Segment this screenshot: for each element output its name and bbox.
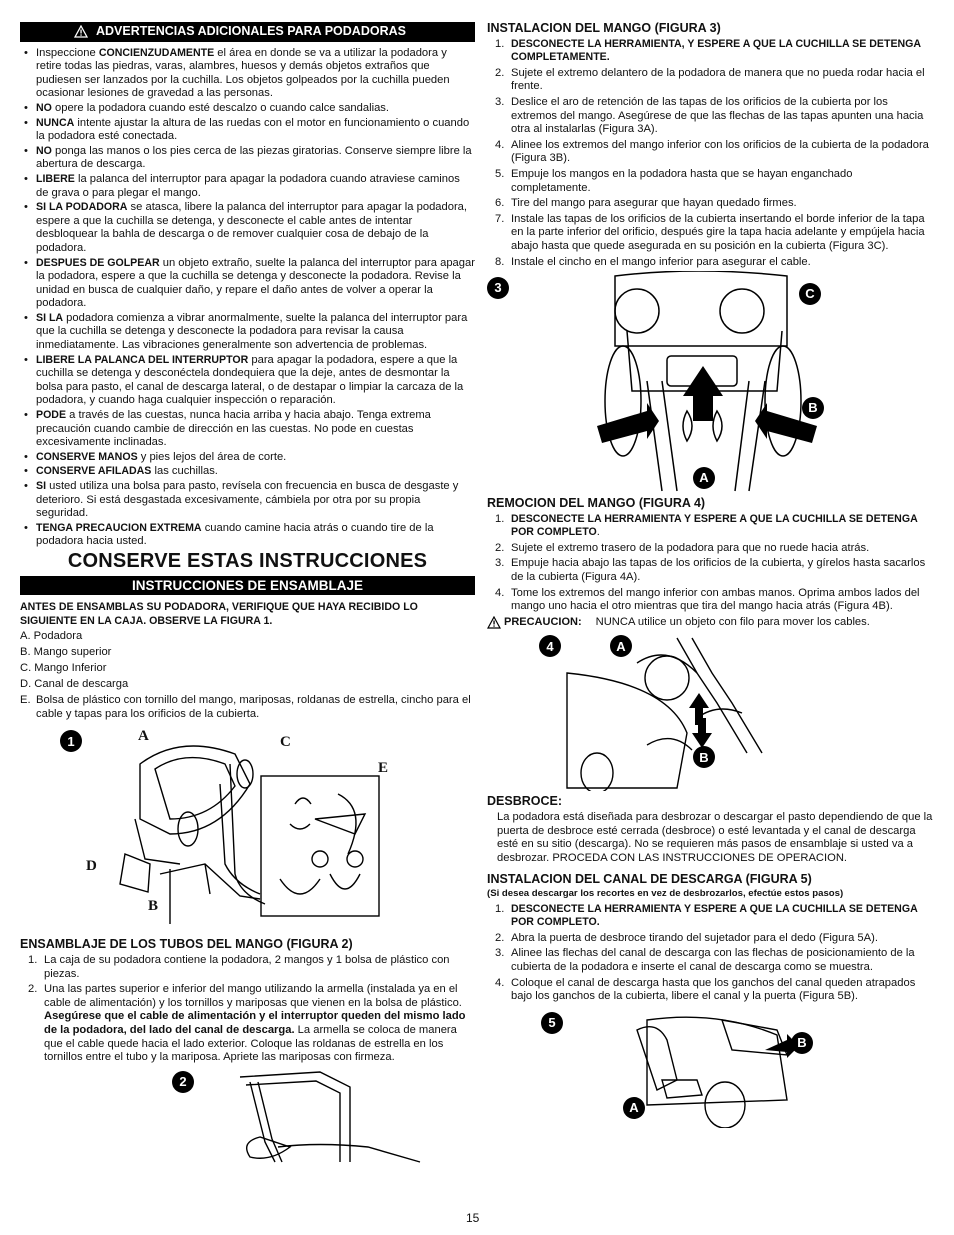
figure-3-illustration (487, 271, 935, 493)
install-steps-item: 7. Instale las tapas de los orificios de la cubierta insertando el borde inferior de la tapa en la parte inferior del orificio, después gire la tapa hacia adelante y empújela hacia abajo hasta que quede asegurada en su posición en la cubierta (Figura 3C). (495, 212, 925, 252)
figure-3 (487, 271, 935, 493)
chute-steps-item: 4. Coloque el canal de descarga hasta que los ganchos del canal queden atrapados bajo los ganchos de la cubierta, libere el canal y la puerta (Figura 5B). (495, 976, 916, 1003)
figure-2-illustration (20, 1067, 475, 1167)
warning-triangle-icon (487, 616, 501, 629)
caution-label: PRECAUCION: (504, 615, 582, 628)
figure-1-label-d: D (86, 858, 97, 875)
figure-5-label-b: B (791, 1032, 813, 1054)
part-item: B. Mango superior (20, 646, 112, 659)
part-item: D. Canal de descarga (20, 678, 129, 691)
install-steps-item: 3. Deslice el aro de retención de las tapas de los orificios de la cubierta por los extremos del mango. Asegúrese de que las flechas de las tapas apunten una hacia otra al instalarlas (Figura 3A). (495, 95, 924, 136)
warning-item: • SI LA PODADORA se atasca, libere la palanca del interruptor para apagar la podadora, espere a que la cuchilla se detenga, y desconecte el cable antes de intentar desbloquear la bahla de descarga o de remover cualquier cosa de debajo de la podadora. (20, 201, 475, 255)
figure-4-label-a: A (610, 635, 632, 657)
chute-steps-item: 3. Alinee las flechas del canal de descarga con las flechas de posicionamiento de la cubierta de la podadora e inserte el canal de descarga como se muestra. (495, 947, 915, 973)
figure-1-label-c: C (280, 734, 291, 751)
caution-row (487, 616, 935, 630)
tubes-step-2: 2. Una las partes superior e inferior del mango utilizando la armella (instalada ya en el cable de alimentación) y los tornillos y mariposas que vienen en la bolsa de plástico. Asegúrese que el cable de alimentación y el interruptor queden del mismo lado de la podadora, del lado del canal de descarga. La armella se coloca de manera que el cable quede hacia el lado exterior. Coloque las roldanas de estrella en los tornillos entre el tubo y la mariposa. Apriete las mariposas con firmeza. (28, 983, 466, 1064)
figure-4-illustration (487, 633, 935, 791)
warning-item: • Inspeccione CONCIENZUDAMENTE el área en donde se va a utilizar la podadora y retire todas las piedras, varas, alambres, huesos y demás objetos extraños que pudiesen ser lanzados por la cuchilla. Los objetos golpeados por la cuchilla pueden ocasionar lesiones de gravedad a las personas. (20, 47, 475, 101)
part-item: A. Podadora (20, 630, 83, 643)
figure-3-label-c: C (799, 283, 821, 305)
desbroce-title: DESBROCE: (487, 794, 563, 809)
figure-3-marker: 3 (487, 277, 509, 299)
removal-steps-item: 4. Tome los extremos del mango inferior con ambas manos. Oprima ambos lados del mango uno hacia el otro mientras que tira del mango hacia atrás (Figura 4B). (495, 586, 920, 613)
install-steps-item: 4. Alinee los extremos del mango inferior con los orificios de la cubierta de la podadora (Figura 3B). (495, 138, 929, 165)
removal-steps-item: 2. Sujete el extremo trasero de la podadora para que no ruede hacia atrás. (495, 541, 870, 554)
parts-list (20, 630, 475, 692)
warning-item: • DESPUES DE GOLPEAR un objeto extraño, suelte la palanca del interruptor para apagar la podadora, espere a que la cuchilla se detenga y desconecte la podadora. Revise la unidad en busca de cualquier daño, y repare el daño antes de volver a operar la podadora. (20, 257, 475, 311)
warning-item: • NO opere la podadora cuando esté descalzo o cuando calce sandalias. (20, 102, 475, 116)
warnings-banner (20, 22, 475, 42)
warning-item: • LIBERE la palanca del interruptor para apagar la podadora cuando atraviese caminos de grava o para plegar el mango. (20, 173, 475, 200)
right-column (487, 22, 935, 1128)
figure-1-label-a: A (138, 728, 149, 745)
part-e (20, 694, 475, 721)
tubes-step-1: 1. La caja de su podadora contiene la podadora, 2 mangos y 1 bolsa de plástico con piezas. (28, 954, 450, 980)
tubes-title: ENSAMBLAJE DE LOS TUBOS DEL MANGO (FIGURA 2) (20, 937, 353, 952)
figure-4-label-b: B (693, 746, 715, 768)
warning-item: • CONSERVE MANOS y pies lejos del área de corte. (20, 451, 475, 465)
chute-title: INSTALACION DEL CANAL DE DESCARGA (FIGURA 5) (487, 872, 812, 887)
install-steps (487, 38, 935, 270)
warnings-list (20, 47, 475, 549)
part-e-letter: E. (20, 694, 31, 707)
figure-1-illustration (20, 724, 475, 934)
chute-steps-item: 2. Abra la puerta de desbroce tirando del sujetador para el dedo (Figura 5A). (495, 931, 878, 944)
caution-text: NUNCA utilice un objeto con filo para mover los cables. (595, 615, 870, 628)
left-column (20, 22, 475, 1167)
warning-item: • NO ponga las manos o los pies cerca de las piezas giratorias. Conserve siempre libre la abertura de descarga. (20, 145, 475, 172)
figure-1 (20, 724, 475, 934)
warning-item: • NUNCA intente ajustar la altura de las ruedas con el motor en funcionamiento o cuando la podadora esté conectada. (20, 117, 475, 144)
install-title: INSTALACION DEL MANGO (FIGURA 3) (487, 21, 721, 35)
figure-1-marker: 1 (60, 730, 82, 752)
figure-5-marker: 5 (541, 1012, 563, 1034)
conserve-heading: CONSERVE ESTAS INSTRUCCIONES (67, 549, 428, 572)
chute-subtitle: (Si desea descargar los recortes en vez de desbrozarlos, efectúe estos pasos) (487, 888, 844, 899)
figure-5-label-a: A (623, 1097, 645, 1119)
figure-2-marker: 2 (172, 1071, 194, 1093)
desbroce-text: La podadora está diseñada para desbrozar o descargar el pasto dependiendo de que la puerta de desbroce esté cerrada (desbroce) o esté levantada y el canal de descarga esté en su sitio (descarga). No se requieren más pasos de ensamblaje si usted va a desbrozar. PROCEDA CON LAS INSTRUCCIONES DE OPERACION. (497, 811, 933, 864)
chute-steps (487, 903, 935, 1004)
figure-4 (487, 633, 935, 791)
warning-item: • LIBERE LA PALANCA DEL INTERRUPTOR para apagar la podadora, espere a que la cuchilla se detenga y desconéctela dondequiera que la deje, antes de desmontar la bolsa para pasto, el canal de descarga lateral, o de destapar o limpiar la carcaza de la podadora, y cuando haga cualquier inspección o reparación. (20, 354, 475, 408)
warning-triangle-icon (74, 25, 88, 38)
figure-4-marker: 4 (539, 635, 561, 657)
removal-steps-item: 1. DESCONECTE LA HERRAMIENTA Y ESPERE A QUE LA CUCHILLA SE DETENGA POR COMPLETO. (495, 512, 918, 539)
warning-item: • CONSERVE AFILADAS las cuchillas. (20, 465, 475, 479)
install-steps-item: 1. DESCONECTE LA HERRAMIENTA, Y ESPERE A QUE LA CUCHILLA SE DETENGA COMPLETAMENTE. (495, 37, 921, 64)
removal-title: REMOCION DEL MANGO (FIGURA 4) (487, 496, 706, 511)
warning-item: • SI usted utiliza una bolsa para pasto, revísela con frecuencia en busca de desgaste y deterioro. Si está desgastada excesivamente, cámbiela por otra por su propia seguridad. (20, 480, 475, 521)
install-steps-item: 2. Sujete el extremo delantero de la podadora de manera que no pueda rodar hacia el frente. (495, 66, 925, 93)
figure-3-label-b: B (802, 397, 824, 419)
install-steps-item: 8. Instale el cincho en el mango inferior para asegurar el cable. (495, 255, 811, 268)
removal-steps-item: 3. Empuje hacia abajo las tapas de los orificios de la cubierta, y gírelos hasta sacarlos de la cubierta (Figura 4A). (495, 557, 926, 584)
warning-item: • SI LA podadora comienza a vibrar anormalmente, suelte la palanca del interruptor para que la cuchilla se detenga y desconecte la podadora para revisar la causa inmediatamente. Las vibraciones generalmente son advertencia de problemas. (20, 312, 475, 353)
figure-1-label-e: E (378, 760, 389, 777)
removal-steps (487, 513, 935, 614)
tubes-steps (20, 954, 475, 1065)
warnings-title: ADVERTENCIAS ADICIONALES PARA PODADORAS (96, 24, 406, 38)
part-e-text: Bolsa de plástico con tornillo del mango, mariposas, roldanas de estrella, cincho para el cable y tapas para los orificios de la cubierta. (36, 694, 471, 720)
figure-5 (487, 1010, 935, 1128)
figure-1-label-b: B (148, 898, 159, 915)
warning-item: • PODE a través de las cuestas, nunca hacia arriba y hacia abajo. Tenga extrema precaución cuando cambie de dirección en las cuestas. No pode en cuestas excesivamente inclinadas. (20, 409, 475, 450)
install-steps-item: 6. Tire del mango para asegurar que hayan quedado firmes. (495, 197, 797, 210)
warning-item: • TENGA PRECAUCION EXTREMA cuando camine hacia atrás o cuando tire de la podadora hacia usted. (20, 522, 475, 549)
chute-steps-item: 1. DESCONECTE LA HERRAMIENTA Y ESPERE A QUE LA CUCHILLA SE DETENGA POR COMPLETO. (495, 902, 918, 929)
figure-2 (20, 1067, 475, 1167)
install-steps-item: 5. Empuje los mangos en la podadora hasta que se hayan enganchado completamente. (495, 167, 853, 194)
figure-3-label-a: A (693, 467, 715, 489)
assembly-intro: ANTES DE ENSAMBLAS SU PODADORA, VERIFIQUE QUE HAYA RECIBIDO LO SIGUIENTE EN LA CAJA. OBSERVE LA FIGURA 1. (20, 601, 418, 627)
part-item: C. Mango Inferior (20, 662, 107, 675)
page-number: 15 (466, 1211, 480, 1225)
assembly-banner: INSTRUCCIONES DE ENSAMBLAJE (20, 576, 475, 596)
